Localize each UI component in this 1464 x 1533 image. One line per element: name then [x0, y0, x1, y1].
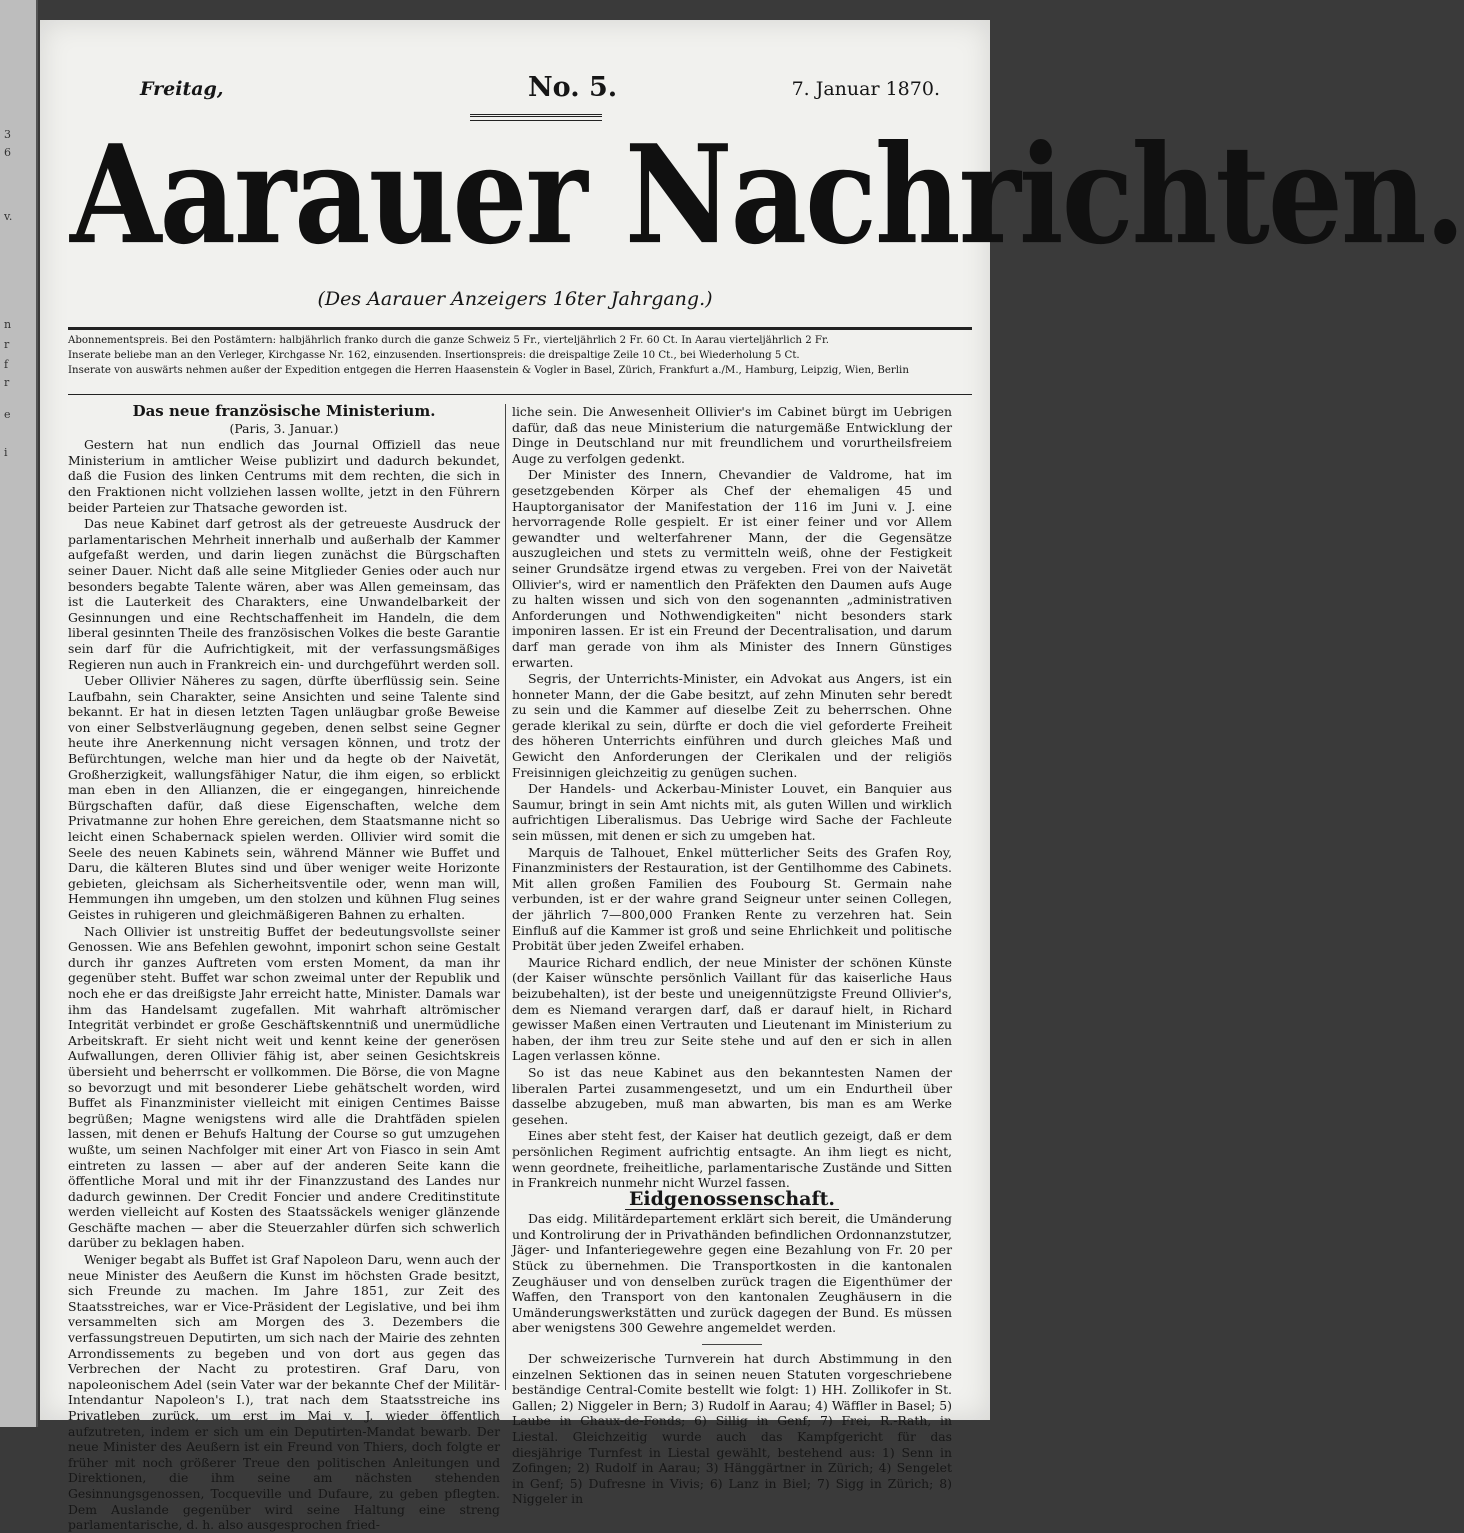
subscription-rule	[68, 394, 972, 395]
article-title: Das neue französische Ministerium.	[132, 402, 436, 420]
article-paragraph: Ueber Ollivier Näheres zu sagen, dürfte überflüssig sein. Seine Laufbahn, sein Charakter, seine Ansichten und seine Talente sind bekannt. Er hat in diesen letzten Tagen unläugbar große Beweise von einer Selbstverläugnung gegeben, denen selbst seine Gegner heute ihre Anerkennung nicht versagen können, und trotz der Befürchtungen, welche man hier und da hegte ob der Naivetät, Großherzigkeit, wallungsfähiger Natur, die ihm eigen, so erblickt man eben in den Allianzen, die er eingegangen, hinreichende Bürgschaften dafür, daß diese Eigenschaften, welche dem Privatmanne zur hohen Ehre gereichen, dem Staatsmanne nicht so leicht einen Schabernack spielen werden. Ollivier wird somit die Seele des neuen Kabinets sein, während Männer wie Buffet und Daru, die kälteren Blutes sind und über weniger weite Horizonte gebieten, gleichsam als Sicherheitsventile oder, wenn man will, Hemmungen ihn umgeben, um den stolzen und kühnen Flug seines Geistes in ruhigeren und gleichmäßigeren Bahnen zu erhalten.	[68, 673, 500, 922]
issue-day: Freitag,	[140, 78, 224, 100]
issue-date: 7. Januar 1870.	[791, 78, 940, 100]
spine-mark: f	[4, 358, 9, 371]
subscription-line: Inserate von auswärts nehmen außer der Expedition entgegen die Herren Haasenstein & Vogler in Basel, Zürich, Frankfurt a./M., Hamburg, Leipzig, Wien, Berlin	[68, 365, 909, 376]
article-paragraph: Weniger begabt als Buffet ist Graf Napoleon Daru, wenn auch der neue Minister des Aeußern die Kunst im höchsten Grade besitzt, sich Freunde zu machen. Im Jahre 1851, zur Zeit des Staatsstreiches, war er Vice-Präsident der Legislative, und bei ihm versammelten sich am Morgen des 3. Dezembers die verfassungstreuen Deputirten, um sich nach der Mairie des zehnten Arrondissements zu begeben und von dort aus gegen das Verbrechen der Nacht zu protestiren. Graf Daru, von napoleonischem Adel (sein Vater war der bekannte Chef der Militär-Intendantur Napoleon's I.), trat nach dem Staatsstreiche ins Privatleben zurück, um erst im Mai v. J. wieder öffentlich aufzutreten, indem er sich um ein Deputirten-Mandat bewarb. Der neue Minister des Aeußern ist ein Freund von Thiers, doch folgte er früher mit noch größerer Treue den politischen Anleitungen und Direktionen, die ihm seine am nächsten stehenden Gesinnungsgenossen, Tocqueville und Dufaure, zu geben pflegten. Dem Auslande gegenüber wird seine Haltung eine streng parlamentarische, d. h. also ausgesprochen fried-	[68, 1252, 500, 1533]
issue-number: No. 5.	[528, 72, 618, 103]
article-paragraph: Der Handels- und Ackerbau-Minister Louvet, ein Banquier aus Saumur, bringt in sein Amt nichts mit, als guten Willen und wirklich aufrichtigen Liberalismus. Das Uebrige wird Sache der Fachleute sein müssen, mit denen er sich zu umgeben hat.	[512, 781, 952, 844]
spine-mark: v.	[4, 210, 13, 223]
article-paragraph: Nach Ollivier ist unstreitig Buffet der bedeutungsvollste seiner Genossen. Wie ans Befehlen gewohnt, imponirt schon seine Gestalt durch ihr ganzes Auftreten vom ersten Moment, da man ihr gegenüber steht. Buffet war schon zweimal unter der Republik und noch ehe er das dreißigste Jahr erreicht hatte, Minister. Damals war ihm das Handelsamt zugefallen. Mit wahrhaft altrömischer Integrität verbindet er große Geschäftskenntniß und unermüdliche Arbeitskraft. Er sieht nicht weit und kennt keine der generösen Aufwallungen, deren Ollivier fähig ist, aber seinen Gesichtskreis übersieht und beherrscht er vollkommen. Die Börse, die von Magne so bevorzugt und mit besonderer Liebe gehätschelt worden, wird Buffet als Finanzminister vielleicht mit einigen Centimes Baisse begrüßen; Magne wenigstens wird alle die Drahtfäden spielen lassen, mit denen er Behufs Haltung der Course so gut umzugehen wußte, um seinen Nachfolger mit einer Art von Fiasco in sein Amt eintreten zu lassen — aber auf der anderen Seite kann die öffentliche Moral und mit ihr der Finanzzustand des Landes nur dadurch gewinnen. Der Credit Foncier und andere Creditinstitute werden vielleicht auf Kosten des Staatssäckels weniger glänzende Geschäfte machen — aber die Steuerzahler dürfen sich schwerlich darüber zu beklagen haben.	[68, 923, 500, 1251]
spine-mark: r	[4, 376, 10, 389]
article-paragraph: Der Minister des Innern, Chevandier de Valdrome, hat im gesetzgebenden Körper als Chef der ehemaligen 45 und Hauptorganisator der Manifestation der 116 im Juni v. J. eine hervorragende Rolle gespielt. Er ist einer feiner und vor Allem gewandter und welterfahrener Mann, der die Gegensätze auszugleichen und stets zu vermitteln weiß, ohne der Festigkeit seiner Grundsätze irgend etwas zu vergeben. Frei von der Naivetät Ollivier's, wird er namentlich den Präfekten den Daumen aufs Auge zu halten wissen und sich von den sogenannten „administrativen Anforderungen und Nothwendigkeiten" nicht besonders stark imponiren lassen. Er ist ein Freund der Decentralisation, und darum darf man gerade von ihm als Minister des Innern Günstiges erwarten.	[512, 467, 952, 670]
spine-mark: n	[4, 318, 12, 331]
newspaper-subtitle: (Des Aarauer Anzeigers 16ter Jahrgang.)	[317, 288, 713, 310]
newspaper-page	[40, 20, 1464, 1533]
subscription-info	[68, 333, 972, 378]
article-paragraph: Maurice Richard endlich, der neue Minister der schönen Künste (der Kaiser wünschte persönlich Vaillant für das kaiserliche Haus beizubehalten), ist der beste und uneigennützigste Freund Ollivier's, dem es Niemand verargen darf, daß er darauf hielt, in Richard gewisser Maßen einen Vertrauten und Lieutenant im Ministerium zu haben, der ihm treu zur Seite stehe und auf den er sich in allen Lagen verlassen könne.	[512, 954, 952, 1064]
spine-mark: r	[4, 338, 10, 351]
article-paragraph: Das eidg. Militärdepartement erklärt sich bereit, die Umänderung und Kontrolirung der in Privathänden befindlichen Ordonnanzstutzer, Jäger- und Infanteriegewehre gegen eine Bezahlung von Fr. 20 per Stück zu übernehmen. Die Transportkosten in die kantonalen Zeughäuser und von denselben zurück tragen die Eigenthümer der Waffen, den Transport von den kantonalen Zeughäusern in die Umänderungswerkstätten und zurück dagegen der Bund. Es müssen aber wenigstens 300 Gewehre angemeldet werden.	[512, 1211, 952, 1336]
article-paragraph: Marquis de Talhouet, Enkel mütterlicher Seits des Grafen Roy, Finanzministers der Restauration, ist der Gentilhomme des Cabinets. Mit allen großen Familien des Foubourg St. Germain nahe verbunden, ist er der wahre grand Seigneur unter seinen Collegen, der jährlich 7—800,000 Franken Rente zu verzehren hat. Sein Einfluß auf die Kammer ist groß und seine Ehrlichkeit und politische Probität über jeden Zweifel erhaben.	[512, 844, 952, 954]
article-paragraph: Der schweizerische Turnverein hat durch Abstimmung in den einzelnen Sektionen das in seinen neuen Statuten vorgeschriebene beständige Central-Comite bestellt wie folgt: 1) HH. Zollikofer in St. Gallen; 2) Niggeler in Bern; 3) Rudolf in Aarau; 4) Wäffler in Basel; 5) Laube in Chaux-de-Fonds; 6) Sillig in Genf; 7) Frei, R.-Rath, in Liestal. Gleichzeitig wurde auch das Kampfgericht für das diesjährige Turnfest in Liestal gewählt, bestehend aus: 1) Senn in Zofingen; 2) Rudolf in Aarau; 3) Hänggärtner in Zürich; 4) Sengelet in Genf; 5) Dufresne in Vivis; 6) Lanz in Biel; 7) Sigg in Zürich; 8) Niggeler in	[512, 1351, 952, 1507]
spine-mark: e	[4, 408, 11, 421]
newspaper-title: Aarauer Nachrichten.	[70, 114, 1464, 275]
spine-mark: 3	[4, 128, 11, 141]
article-paragraph: Das neue Kabinet darf getrost als der getreueste Ausdruck der parlamentarischen Mehrheit innerhalb und außerhalb der Kammer aufgefaßt werden, und darin liegen zunächst die Bürgschaften seiner Dauer. Nicht daß alle seine Mitglieder Genies oder auch nur besonders begabte Talente wären, aber was Allen gemeinsam, das ist die Lauterkeit des Charakters, eine Unwandelbarkeit der Gesinnungen und eine Rechtschaffenheit im Handeln, die dem liberal gesinnten Theile des französischen Volkes die beste Garantie sein darf für die Aufrichtigkeit, mit der verfassungsmäßiges Regieren nun auch in Frankreich ein- und durchgeführt werden soll.	[68, 516, 500, 672]
article-paragraph: Eines aber steht fest, der Kaiser hat deutlich gezeigt, daß er dem persönlichen Regiment aufrichtig entsagte. An ihm liegt es nicht, wenn geordnete, freiheitliche, parlamentarische Zustände und Sitten in Frankreich nunmehr nicht Wurzel fassen.	[512, 1128, 952, 1191]
column-right	[512, 404, 952, 1507]
article-paragraph: So ist das neue Kabinet aus den bekanntesten Namen der liberalen Partei zusammengesetzt, und um ein Endurtheil über dasselbe abzugeben, muß man abwarten, bis man es am Werke gesehen.	[512, 1064, 952, 1127]
article-dateline: (Paris, 3. Januar.)	[229, 420, 339, 436]
subscription-line: Inserate beliebe man an den Verleger, Kirchgasse Nr. 162, einzusenden. Insertionspreis: die dreispaltige Zeile 10 Ct., bei Wiederholung 5 Ct.	[68, 350, 800, 361]
spine-mark: i	[4, 446, 8, 459]
article-paragraph: Gestern hat nun endlich das Journal Offiziell das neue Ministerium in amtlicher Weise publizirt und dadurch bekundet, daß die Fusion des linken Centrums mit dem rechten, die sich in den Fraktionen nicht vollziehen lassen wollte, jetzt in den Führern beider Parteien zur Thatsache geworden ist.	[68, 437, 500, 515]
article-paragraph: Segris, der Unterrichts-Minister, ein Advokat aus Angers, ist ein honneter Mann, der die Gabe besitzt, auf zehn Minuten sehr beredt zu sein und die Kammer auf dieselbe Zeit zu beherrschen. Ohne gerade klerikal zu sein, dürfte er doch die viel geforderte Freiheit des höheren Unterrichts einführen und durch gleiches Maß und Gewicht den Anforderungen der Clerikalen und der religiös Freisinnigen gleichzeitig zu genügen suchen.	[512, 671, 952, 780]
paragraph-separator	[702, 1344, 762, 1345]
column-left	[68, 402, 500, 1533]
column-divider	[505, 404, 506, 1390]
section-heading-text: Eidgenossenschaft.	[625, 1192, 839, 1211]
book-spine	[0, 0, 38, 1427]
header-rule	[68, 327, 972, 330]
section-heading	[512, 1187, 952, 1211]
article-paragraph: liche sein. Die Anwesenheit Ollivier's im Cabinet bürgt im Uebrigen dafür, daß das neue Ministerium die naturgemäße Entwicklung der Dinge in Deutschland nur mit freundlichem und vorurtheilsfreiem Auge zu verfolgen gedenkt.	[512, 404, 952, 466]
spine-mark: 6	[4, 146, 11, 159]
subscription-line: Abonnementspreis. Bei den Postämtern: halbjährlich franko durch die ganze Schweiz 5 Fr., vierteljährlich 2 Fr. 60 Ct. In Aarau vierteljährlich 2 Fr.	[68, 335, 829, 346]
